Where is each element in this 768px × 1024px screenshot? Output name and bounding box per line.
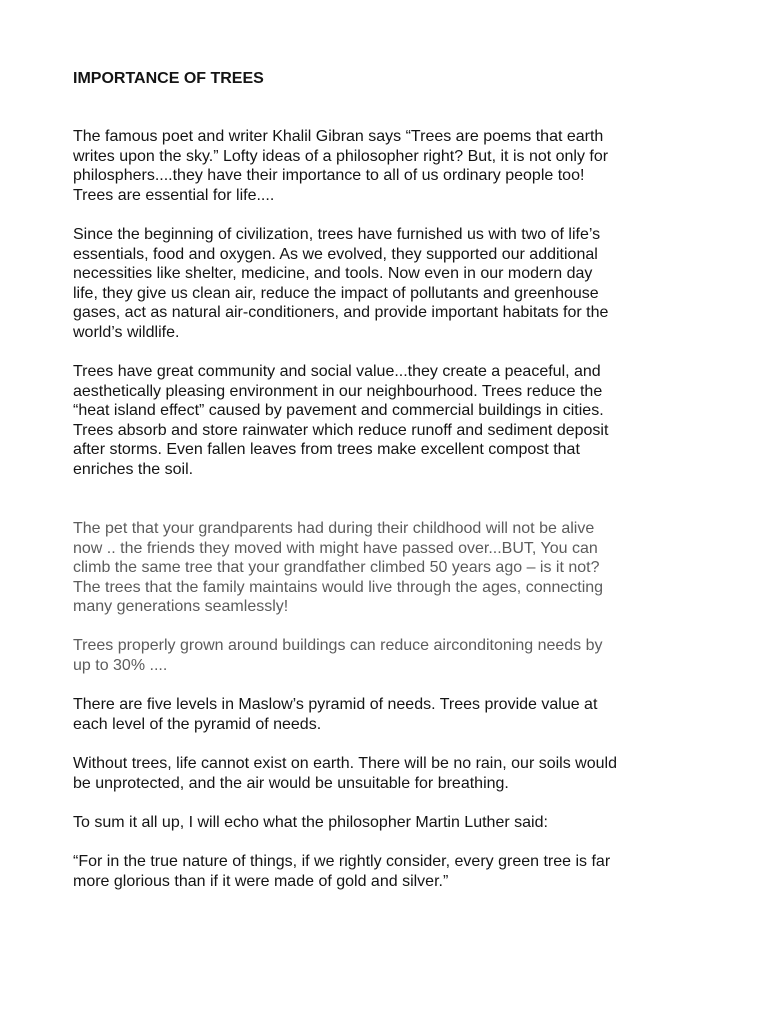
paragraph-line: Trees have great community and social value...they create a peaceful, and <box>73 363 601 380</box>
paragraph-line: gases, act as natural air-conditioners, and provide important habitats for the <box>73 304 609 322</box>
paragraph-luther-quote <box>73 852 733 891</box>
paragraph-line: “For in the true nature of things, if we rightly consider, every green tree is far <box>73 853 611 870</box>
paragraph-line: writes upon the sky.” Lofty ideas of a philosopher right? But, it is not only for <box>73 147 609 165</box>
paragraph-line: be unprotected, and the air would be unsuitable for breathing. <box>73 774 509 792</box>
document-title: IMPORTANCE OF TREES <box>73 70 264 87</box>
paragraph-line: many generations seamlessly! <box>73 598 289 616</box>
paragraph-line: after storms. Even fallen leaves from trees make excellent compost that <box>73 441 580 459</box>
paragraph-line: The pet that your grandparents had during their childhood will not be alive <box>73 520 595 537</box>
paragraph-sum-up <box>73 813 733 833</box>
paragraph-line: philosphers....they have their importance to all of us ordinary people too! <box>73 167 585 185</box>
paragraph-line: life, they give us clean air, reduce the impact of pollutants and greenhouse <box>73 284 599 302</box>
paragraph-line: more glorious than if it were made of gold and silver.” <box>73 872 449 890</box>
paragraph-line: necessities like shelter, medicine, and tools. Now even in our modern day <box>73 265 593 283</box>
paragraph-essential <box>73 186 733 206</box>
paragraph-line: Without trees, life cannot exist on earth. There will be no rain, our soils would <box>73 755 617 772</box>
paragraph-line: climb the same tree that your grandfather climbed 50 years ago – is it not? <box>73 559 600 577</box>
paragraph-line: “heat island effect” caused by pavement and commercial buildings in cities. <box>73 402 604 420</box>
paragraph-maslow <box>73 695 733 734</box>
paragraph-line: essentials, food and oxygen. As we evolved, they supported our additional <box>73 245 598 263</box>
paragraph-line: Trees absorb and store rainwater which reduce runoff and sediment deposit <box>73 421 609 439</box>
paragraph-line: aesthetically pleasing environment in our neighbourhood. Trees reduce the <box>73 382 603 400</box>
paragraph-line: Since the beginning of civilization, trees have furnished us with two of life’s <box>73 226 601 243</box>
paragraph-line: The famous poet and writer Khalil Gibran says “Trees are poems that earth <box>73 128 604 145</box>
paragraph-line: each level of the pyramid of needs. <box>73 715 322 733</box>
paragraph-line: There are five levels in Maslow’s pyramid of needs. Trees provide value at <box>73 696 598 713</box>
paragraph-line: now .. the friends they moved with might have passed over...BUT, You can <box>73 539 598 557</box>
paragraph-airconditioning <box>73 636 733 675</box>
paragraph-line: enriches the soil. <box>73 460 194 478</box>
paragraph-without-trees <box>73 754 733 793</box>
paragraph-line: Trees are essential for life.... <box>73 187 275 204</box>
paragraph-line: To sum it all up, I will echo what the philosopher Martin Luther said: <box>73 814 548 831</box>
paragraph-gibran-quote <box>73 127 733 186</box>
paragraph-line: The trees that the family maintains would live through the ages, connecting <box>73 578 604 596</box>
paragraph-civilization <box>73 225 733 343</box>
paragraph-line: Trees properly grown around buildings can reduce airconditoning needs by <box>73 637 603 654</box>
paragraph-grandparents <box>73 519 733 617</box>
paragraph-community-value <box>73 362 733 480</box>
paragraph-line: up to 30% .... <box>73 656 168 674</box>
paragraph-line: world’s wildlife. <box>73 323 180 341</box>
